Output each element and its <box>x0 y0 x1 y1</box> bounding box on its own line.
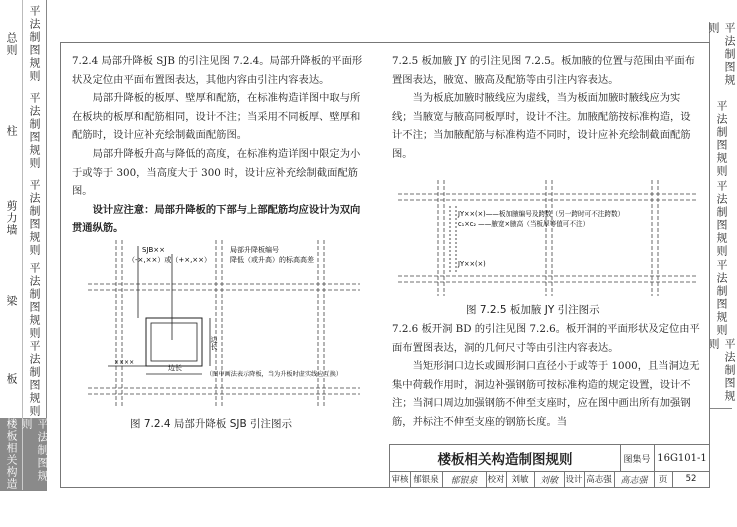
tab-sub-label: 平法制图规则 <box>22 418 45 490</box>
tab-sub-label: 平法制图规则 <box>22 0 45 88</box>
paragraph: 当为板底加腋时腋线应为虚线，当为板面加腋时腋线应为实线；当腋宽与腋高同板厚时，设计不注。加腋配筋按标准构造，设计不注；当加腋配筋与标准构造不同时，设计应补充绘制截面配筋图。 <box>392 92 691 160</box>
right-tab[interactable]: 平法制图规则 <box>709 22 732 99</box>
page-label: 页 <box>654 471 673 487</box>
right-tab-strip <box>707 0 736 490</box>
side-label-vertical: 边长 <box>210 336 218 350</box>
review-name: 郁银泉 <box>410 471 443 487</box>
right-tab[interactable]: 平法制图规则 <box>709 180 732 259</box>
figure-local-lift-slab <box>88 240 360 408</box>
drawing-title: 楼板相关构造制图规则 <box>390 445 621 471</box>
tab-label: 柱 <box>5 125 18 137</box>
tab-label: 楼板相关构造 <box>5 418 18 490</box>
title-row <box>390 445 710 472</box>
label-height-note: 降低（或升高）的标高高差 <box>230 256 314 264</box>
left-column <box>72 52 368 238</box>
right-column-bottom <box>392 320 700 432</box>
tab-general[interactable] <box>0 0 47 89</box>
label-code-note: 局部升降板编号 <box>230 246 279 254</box>
paragraph: 当矩形洞口边长或圆形洞口直径小于或等于 1000，且当洞边无集中荷载作用时，洞边补强钢筋可按标准构造的规定设置，设计不注；当洞口周边加强钢筋不伸至支座时，应在图中画出所有加强钢筋，并标注不伸至支座的钢筋长度。当 <box>392 360 700 428</box>
right-tab[interactable]: 平法制图规则 <box>709 258 732 339</box>
dim-x: ×××× <box>114 359 135 366</box>
page-number: 52 <box>685 474 697 484</box>
label-code: SJB×× <box>142 246 166 254</box>
review-signature: 郁银泉 <box>442 471 487 487</box>
haunch-line3: JY××(×) <box>458 260 486 268</box>
figure-caption: 图 7.2.5 板加腋 JY 引注图示 <box>466 304 600 316</box>
figure-note: （图中画法表示降板，当为升板时虚实线应互换） <box>206 371 343 378</box>
tab-shear-wall[interactable] <box>0 174 47 263</box>
review-label: 审核 <box>390 471 411 487</box>
tab-label: 剪力墙 <box>5 200 18 236</box>
check-signature: 刘敏 <box>534 471 565 487</box>
right-tab[interactable]: 平法制图规则 <box>709 98 732 181</box>
label-height: （-×,××）或（+×,××） <box>128 256 212 264</box>
tab-beam[interactable] <box>0 262 47 341</box>
check-label: 校对 <box>486 471 507 487</box>
design-signature: 高志强 <box>614 471 655 487</box>
haunch-line2: c₁×c₂ ——腋宽×腋高（当板厚等值可不注） <box>458 220 590 228</box>
tab-slab-related[interactable] <box>0 418 47 491</box>
section-7-2-4: 7.2.4 局部升降板 SJB 的引注见图 7.2.4。局部升降板的平面形状及定位由平面布置图表达，其他内容由引注内容表达。 <box>72 55 363 86</box>
design-label: 设计 <box>564 471 585 487</box>
paragraph: 局部升降板升高与降低的高度，在标准构造详图中限定为小于或等于 300，当高度大于 300 时，设计应补充绘制截面配筋图。 <box>72 147 361 198</box>
design-note: 设计应注意：局部升降板的下部与上部配筋均应设计为双向贯通纵筋。 <box>72 203 361 235</box>
right-tab[interactable]: 平法制图规则 <box>709 338 732 409</box>
tab-sub-label: 平法制图规则 <box>22 262 45 340</box>
section-7-2-6: 7.2.6 板开洞 BD 的引注见图 7.2.6。板开洞的平面形状及定位由平面布置图表达，洞的几何尺寸等由引注内容表达。 <box>392 323 700 354</box>
figure-caption: 图 7.2.4 局部升降板 SJB 引注图示 <box>130 418 293 430</box>
title-block <box>389 444 710 487</box>
atlas-label: 图集号 <box>620 445 655 471</box>
haunch-line1: JY××(×)——板加腋编号及跨数（另一跨时可不注跨数） <box>458 210 625 218</box>
tab-column[interactable] <box>0 88 47 175</box>
design-name: 高志强 <box>584 471 615 487</box>
signature-row <box>390 471 710 487</box>
tab-label: 梁 <box>5 295 18 307</box>
check-name: 刘敏 <box>506 471 535 487</box>
tab-label: 总则 <box>5 32 18 56</box>
side-label: 边长 <box>168 364 182 372</box>
tab-sub-label: 平法制图规则 <box>22 174 45 262</box>
tab-slab[interactable] <box>0 340 47 419</box>
tab-sub-label: 平法制图规则 <box>22 88 45 174</box>
atlas-number: 16G101-1 <box>657 452 707 464</box>
left-tab-strip <box>0 0 49 490</box>
figure-slab-haunch <box>398 180 698 296</box>
tab-sub-label: 平法制图规则 <box>22 340 45 418</box>
section-7-2-5: 7.2.5 板加腋 JY 的引注见图 7.2.5。板加腋的位置与范围由平面布置图表达，腋宽、腋高及配筋等由引注内容表达。 <box>392 55 695 86</box>
tab-label: 板 <box>5 373 18 385</box>
right-column-top <box>392 52 700 164</box>
paragraph: 局部升降板的板厚、壁厚和配筋，在标准构造详图中取与所在板块的板厚和配筋相同，设计不注；当采用不同板厚、壁厚和配筋时，设计应补充绘制截面配筋图。 <box>72 92 361 142</box>
